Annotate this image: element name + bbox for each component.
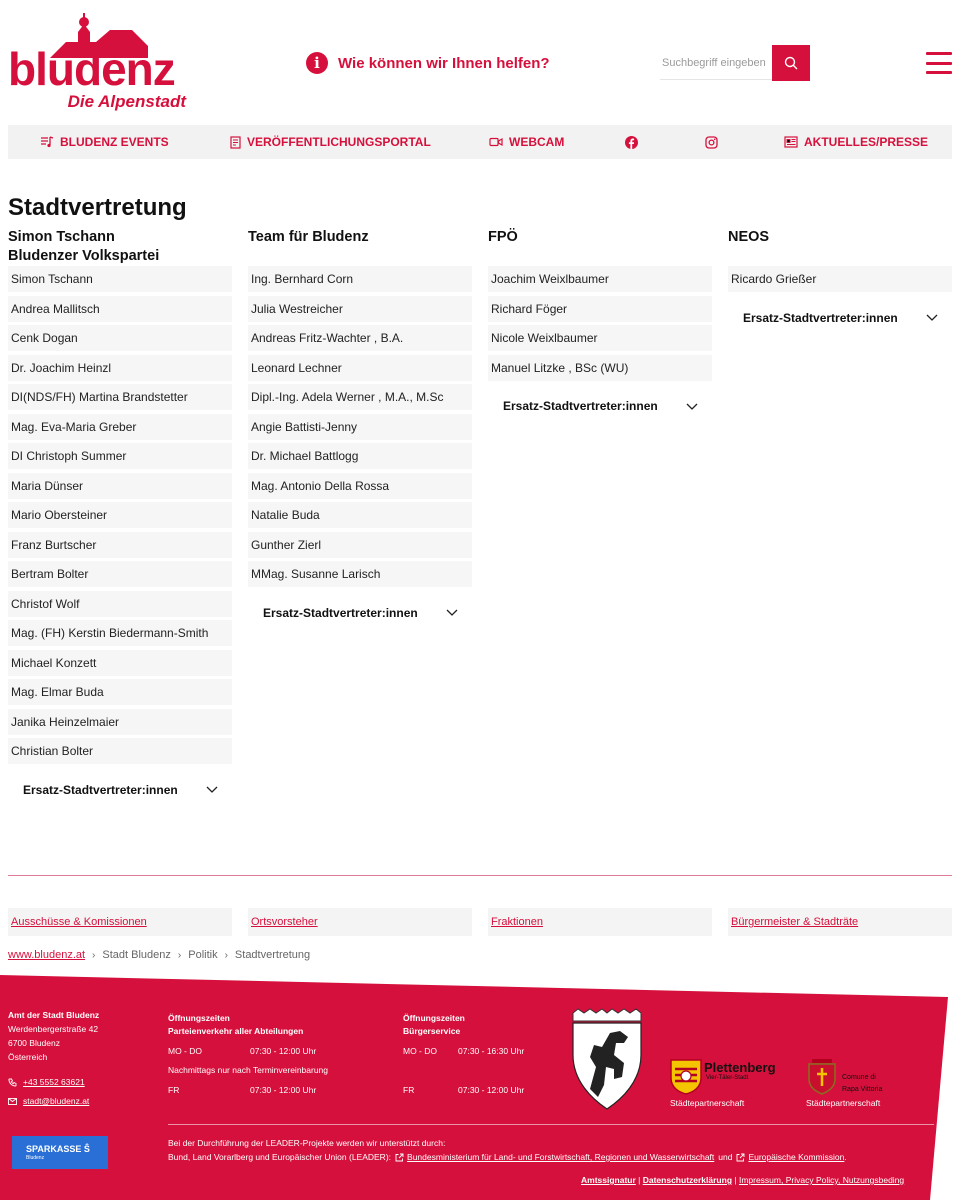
facebook-link[interactable] <box>625 125 644 159</box>
help-text: Wie können wir Ihnen helfen? <box>338 54 550 72</box>
related-link-ortsvorsteher[interactable]: Ortsvorsteher <box>251 916 318 928</box>
leader-and: und <box>718 1152 733 1162</box>
member-item[interactable]: Christof Wolf <box>8 591 232 617</box>
partner-city-crest-icon <box>806 1057 838 1095</box>
video-camera-icon <box>489 137 503 147</box>
member-item[interactable]: Janika Heinzelmaier <box>8 709 232 735</box>
substitutes-toggle[interactable] <box>728 296 952 340</box>
hours1-time: 07:30 - 12:00 Uhr <box>250 1046 317 1056</box>
partner2-name-line2: Rapa Vittoria <box>842 1086 883 1093</box>
partner1-name: Plettenberg <box>704 1060 776 1075</box>
sparkasse-label: SPARKASSE <box>26 1144 82 1154</box>
legal-link-imprint[interactable]: Impressum, Privacy Policy, Nutzungsbeding <box>738 1175 905 1185</box>
hours2-time: 07:30 - 12:00 Uhr <box>458 1085 525 1095</box>
bludenz-logo[interactable] <box>8 12 190 112</box>
chevron-right-icon: › <box>177 949 182 961</box>
party-title <box>8 228 232 266</box>
nav-webcam[interactable] <box>489 125 564 159</box>
member-item[interactable]: Ing. Bernhard Corn <box>248 266 472 292</box>
related-link-box <box>8 908 232 936</box>
nav-events[interactable] <box>40 125 169 159</box>
member-item[interactable]: Simon Tschann <box>8 266 232 292</box>
party-column-fpo <box>488 228 712 428</box>
hours2-subtitle: Bürgerservice <box>403 1026 461 1036</box>
chevron-down-icon <box>926 314 938 321</box>
member-item[interactable]: Richard Föger <box>488 296 712 322</box>
substitutes-label: Ersatz-Stadtvertreter:innen <box>23 782 178 797</box>
party-column-team <box>248 228 472 635</box>
footer-phone-link[interactable]: +43 5552 63621 <box>23 1077 85 1087</box>
sparkasse-sub: Bludenz <box>26 1155 45 1161</box>
breadcrumb <box>8 949 310 961</box>
party-title <box>728 228 952 266</box>
hours1-note: Nachmittags nur nach Terminvereinbarung <box>168 1065 329 1075</box>
partner1-caption: Städtepartnerschaft <box>670 1098 745 1108</box>
related-link-box <box>248 908 472 936</box>
chevron-right-icon: › <box>224 949 228 961</box>
instagram-icon <box>705 136 718 149</box>
hours2-day: MO - DO <box>403 1046 437 1056</box>
footer-email[interactable] <box>8 1094 89 1108</box>
member-list <box>8 266 232 764</box>
party-column-ovp <box>8 228 232 812</box>
chevron-down-icon <box>206 786 218 793</box>
footer-divider <box>168 1124 934 1125</box>
facebook-icon <box>625 136 638 149</box>
breadcrumb-item[interactable]: Politik <box>188 949 218 961</box>
hours2-title: Öffnungszeiten <box>403 1013 465 1023</box>
party-title-line1: Team für Bludenz <box>248 229 369 245</box>
help-link[interactable] <box>306 52 550 74</box>
related-link-box <box>728 908 952 936</box>
member-item[interactable]: Mario Obersteiner <box>8 502 232 528</box>
member-item[interactable]: Angie Battisti-Jenny <box>248 414 472 440</box>
member-item[interactable]: Maria Dünser <box>8 473 232 499</box>
legal-links: Amtssignatur | Datenschutzerklärung | Impressum, Privacy Policy, Nutzungsbeding <box>581 1175 905 1185</box>
leader-link-eu[interactable]: Europäische Kommission <box>748 1152 845 1162</box>
member-item[interactable]: Mag. Antonio Della Rossa <box>248 473 472 499</box>
member-item[interactable]: Franz Burtscher <box>8 532 232 558</box>
party-title-line1: NEOS <box>728 229 770 245</box>
member-item[interactable]: Andreas Fritz-Wachter , B.A. <box>248 325 472 351</box>
plettenberg-crest-icon <box>670 1059 702 1095</box>
member-item[interactable]: Dr. Michael Battlogg <box>248 443 472 469</box>
nav-portal[interactable] <box>230 125 431 159</box>
member-list <box>728 266 952 292</box>
chevron-down-icon <box>446 609 458 616</box>
search-button[interactable] <box>772 45 810 81</box>
music-list-icon <box>40 136 54 148</box>
member-item[interactable]: MMag. Susanne Larisch <box>248 561 472 587</box>
nav-events-label: BLUDENZ EVENTS <box>60 135 169 149</box>
member-item[interactable]: Manuel Litzke , BSc (WU) <box>488 355 712 381</box>
external-link-icon <box>395 1153 404 1162</box>
related-link-committees[interactable]: Ausschüsse & Komissionen <box>11 916 147 928</box>
member-item[interactable]: Ricardo Grießer <box>728 266 952 292</box>
footer-phone[interactable] <box>8 1075 85 1089</box>
search-input[interactable] <box>660 46 772 80</box>
nav-webcam-label: WEBCAM <box>509 135 565 149</box>
leader-link-ministry[interactable]: Bundesministerium für Land- und Forstwirtschaft, Regionen und Wasserwirtschaft <box>407 1152 715 1162</box>
partner2-name-line1: Comune di <box>842 1074 876 1081</box>
chevron-down-icon <box>686 403 698 410</box>
nav-news[interactable] <box>784 125 928 159</box>
party-title-line1: Simon Tschann <box>8 229 115 245</box>
hours1-time: 07:30 - 12:00 Uhr <box>250 1085 317 1095</box>
party-title <box>488 228 712 266</box>
external-link-icon <box>736 1153 745 1162</box>
section-divider <box>8 875 952 876</box>
legal-link-signature[interactable]: Amtssignatur <box>581 1175 636 1185</box>
member-item[interactable]: Bertram Bolter <box>8 561 232 587</box>
hours2-day: FR <box>403 1085 415 1095</box>
member-item[interactable]: Joachim Weixlbaumer <box>488 266 712 292</box>
substitutes-label: Ersatz-Stadtvertreter:innen <box>263 605 418 620</box>
party-title <box>248 228 472 266</box>
footer-country: Österreich <box>8 1052 48 1062</box>
footer-city: 6700 Bludenz <box>8 1038 60 1048</box>
page-title: Stadtvertretung <box>8 194 187 221</box>
substitutes-label: Ersatz-Stadtvertreter:innen <box>503 399 658 413</box>
newspaper-icon <box>784 136 798 148</box>
member-item[interactable]: DI(NDS/FH) Martina Brandstetter <box>8 384 232 410</box>
instagram-link[interactable] <box>705 125 724 159</box>
substitutes-toggle[interactable] <box>488 384 712 428</box>
breadcrumb-home[interactable]: www.bludenz.at <box>8 949 86 961</box>
nav-portal-label: VERÖFFENTLICHUNGSPORTAL <box>247 135 431 149</box>
member-item[interactable]: Michael Konzett <box>8 650 232 676</box>
footer-street: Werdenbergerstraße 42 <box>8 1024 99 1034</box>
phone-icon <box>8 1078 17 1087</box>
substitutes-toggle[interactable] <box>248 591 472 635</box>
breadcrumb-item[interactable]: Stadt Bludenz <box>102 949 171 961</box>
member-item[interactable]: Christian Bolter <box>8 738 232 764</box>
party-column-neos <box>728 228 952 340</box>
member-item[interactable]: Mag. Eva-Maria Greber <box>8 414 232 440</box>
quick-nav-bar <box>8 125 952 159</box>
member-list <box>248 266 472 587</box>
sparkasse-logo[interactable] <box>12 1136 108 1169</box>
hours1-title: Öffnungszeiten <box>168 1013 230 1023</box>
hours2-time: 07:30 - 16:30 Uhr <box>458 1046 525 1056</box>
leader-funding: Bund, Land Vorarlberg und Europäischer Union (LEADER): Bundesministerium für Land- und Forstwirtschaft, Regionen und Wasserwirtschaft und Europäische Kommission . <box>168 1152 847 1162</box>
logo-wordmark: bludenz <box>8 43 175 95</box>
member-item[interactable]: Natalie Buda <box>248 502 472 528</box>
member-item[interactable]: Gunther Zierl <box>248 532 472 558</box>
member-item[interactable]: DI Christoph Summer <box>8 443 232 469</box>
chevron-right-icon: › <box>92 949 96 961</box>
member-item[interactable]: Mag. (FH) Kerstin Biedermann-Smith <box>8 620 232 646</box>
leader-funding-text: Bund, Land Vorarlberg und Europäischer Union (LEADER): <box>168 1152 392 1162</box>
search-icon <box>784 56 798 70</box>
legal-link-privacy[interactable]: Datenschutzerklärung <box>642 1175 733 1185</box>
info-icon: i <box>306 52 328 74</box>
hamburger-menu-icon[interactable] <box>926 52 952 74</box>
related-link-mayor[interactable]: Bürgermeister & Stadträte <box>731 916 859 928</box>
nav-news-label: AKTUELLES/PRESSE <box>804 135 929 149</box>
logo-tagline: Die Alpenstadt <box>67 92 186 111</box>
member-item[interactable]: Nicole Weixlbaumer <box>488 325 712 351</box>
leader-intro: Bei der Durchführung der LEADER-Projekte werden wir unterstützt durch: <box>168 1138 446 1148</box>
related-link-fraktionen[interactable]: Fraktionen <box>491 916 543 928</box>
partner2-caption: Städtepartnerschaft <box>806 1098 881 1108</box>
member-item[interactable]: Julia Westreicher <box>248 296 472 322</box>
partner1-sub: Vier-Täler-Stadt <box>706 1075 749 1081</box>
breadcrumb-current: Stadtvertretung <box>234 949 311 961</box>
party-title-line1: FPÖ <box>488 229 518 245</box>
member-item[interactable]: Andrea Mallitsch <box>8 296 232 322</box>
document-icon <box>230 136 241 149</box>
mail-icon <box>8 1098 17 1105</box>
sparkasse-s-icon: Ŝ <box>83 1144 90 1154</box>
footer-org: Amt der Stadt Bludenz <box>8 1010 100 1020</box>
related-link-box <box>488 908 712 936</box>
member-item[interactable]: Mag. Elmar Buda <box>8 679 232 705</box>
hours1-day: FR <box>168 1085 180 1095</box>
member-item[interactable]: Cenk Dogan <box>8 325 232 351</box>
party-title-line2: Bludenzer Volkspartei <box>8 248 160 264</box>
hours1-day: MO - DO <box>168 1046 202 1056</box>
bludenz-coat-of-arms-icon <box>570 1007 644 1111</box>
member-list <box>488 266 712 381</box>
hours1-subtitle: Parteienverkehr aller Abteilungen <box>168 1026 304 1036</box>
footer-email-link[interactable]: stadt@bludenz.at <box>23 1096 90 1106</box>
member-item[interactable]: Dipl.-Ing. Adela Werner , M.A., M.Sc <box>248 384 472 410</box>
substitutes-label: Ersatz-Stadtvertreter:innen <box>743 310 898 325</box>
member-item[interactable]: Dr. Joachim Heinzl <box>8 355 232 381</box>
member-item[interactable]: Leonard Lechner <box>248 355 472 381</box>
substitutes-toggle[interactable] <box>8 768 232 812</box>
